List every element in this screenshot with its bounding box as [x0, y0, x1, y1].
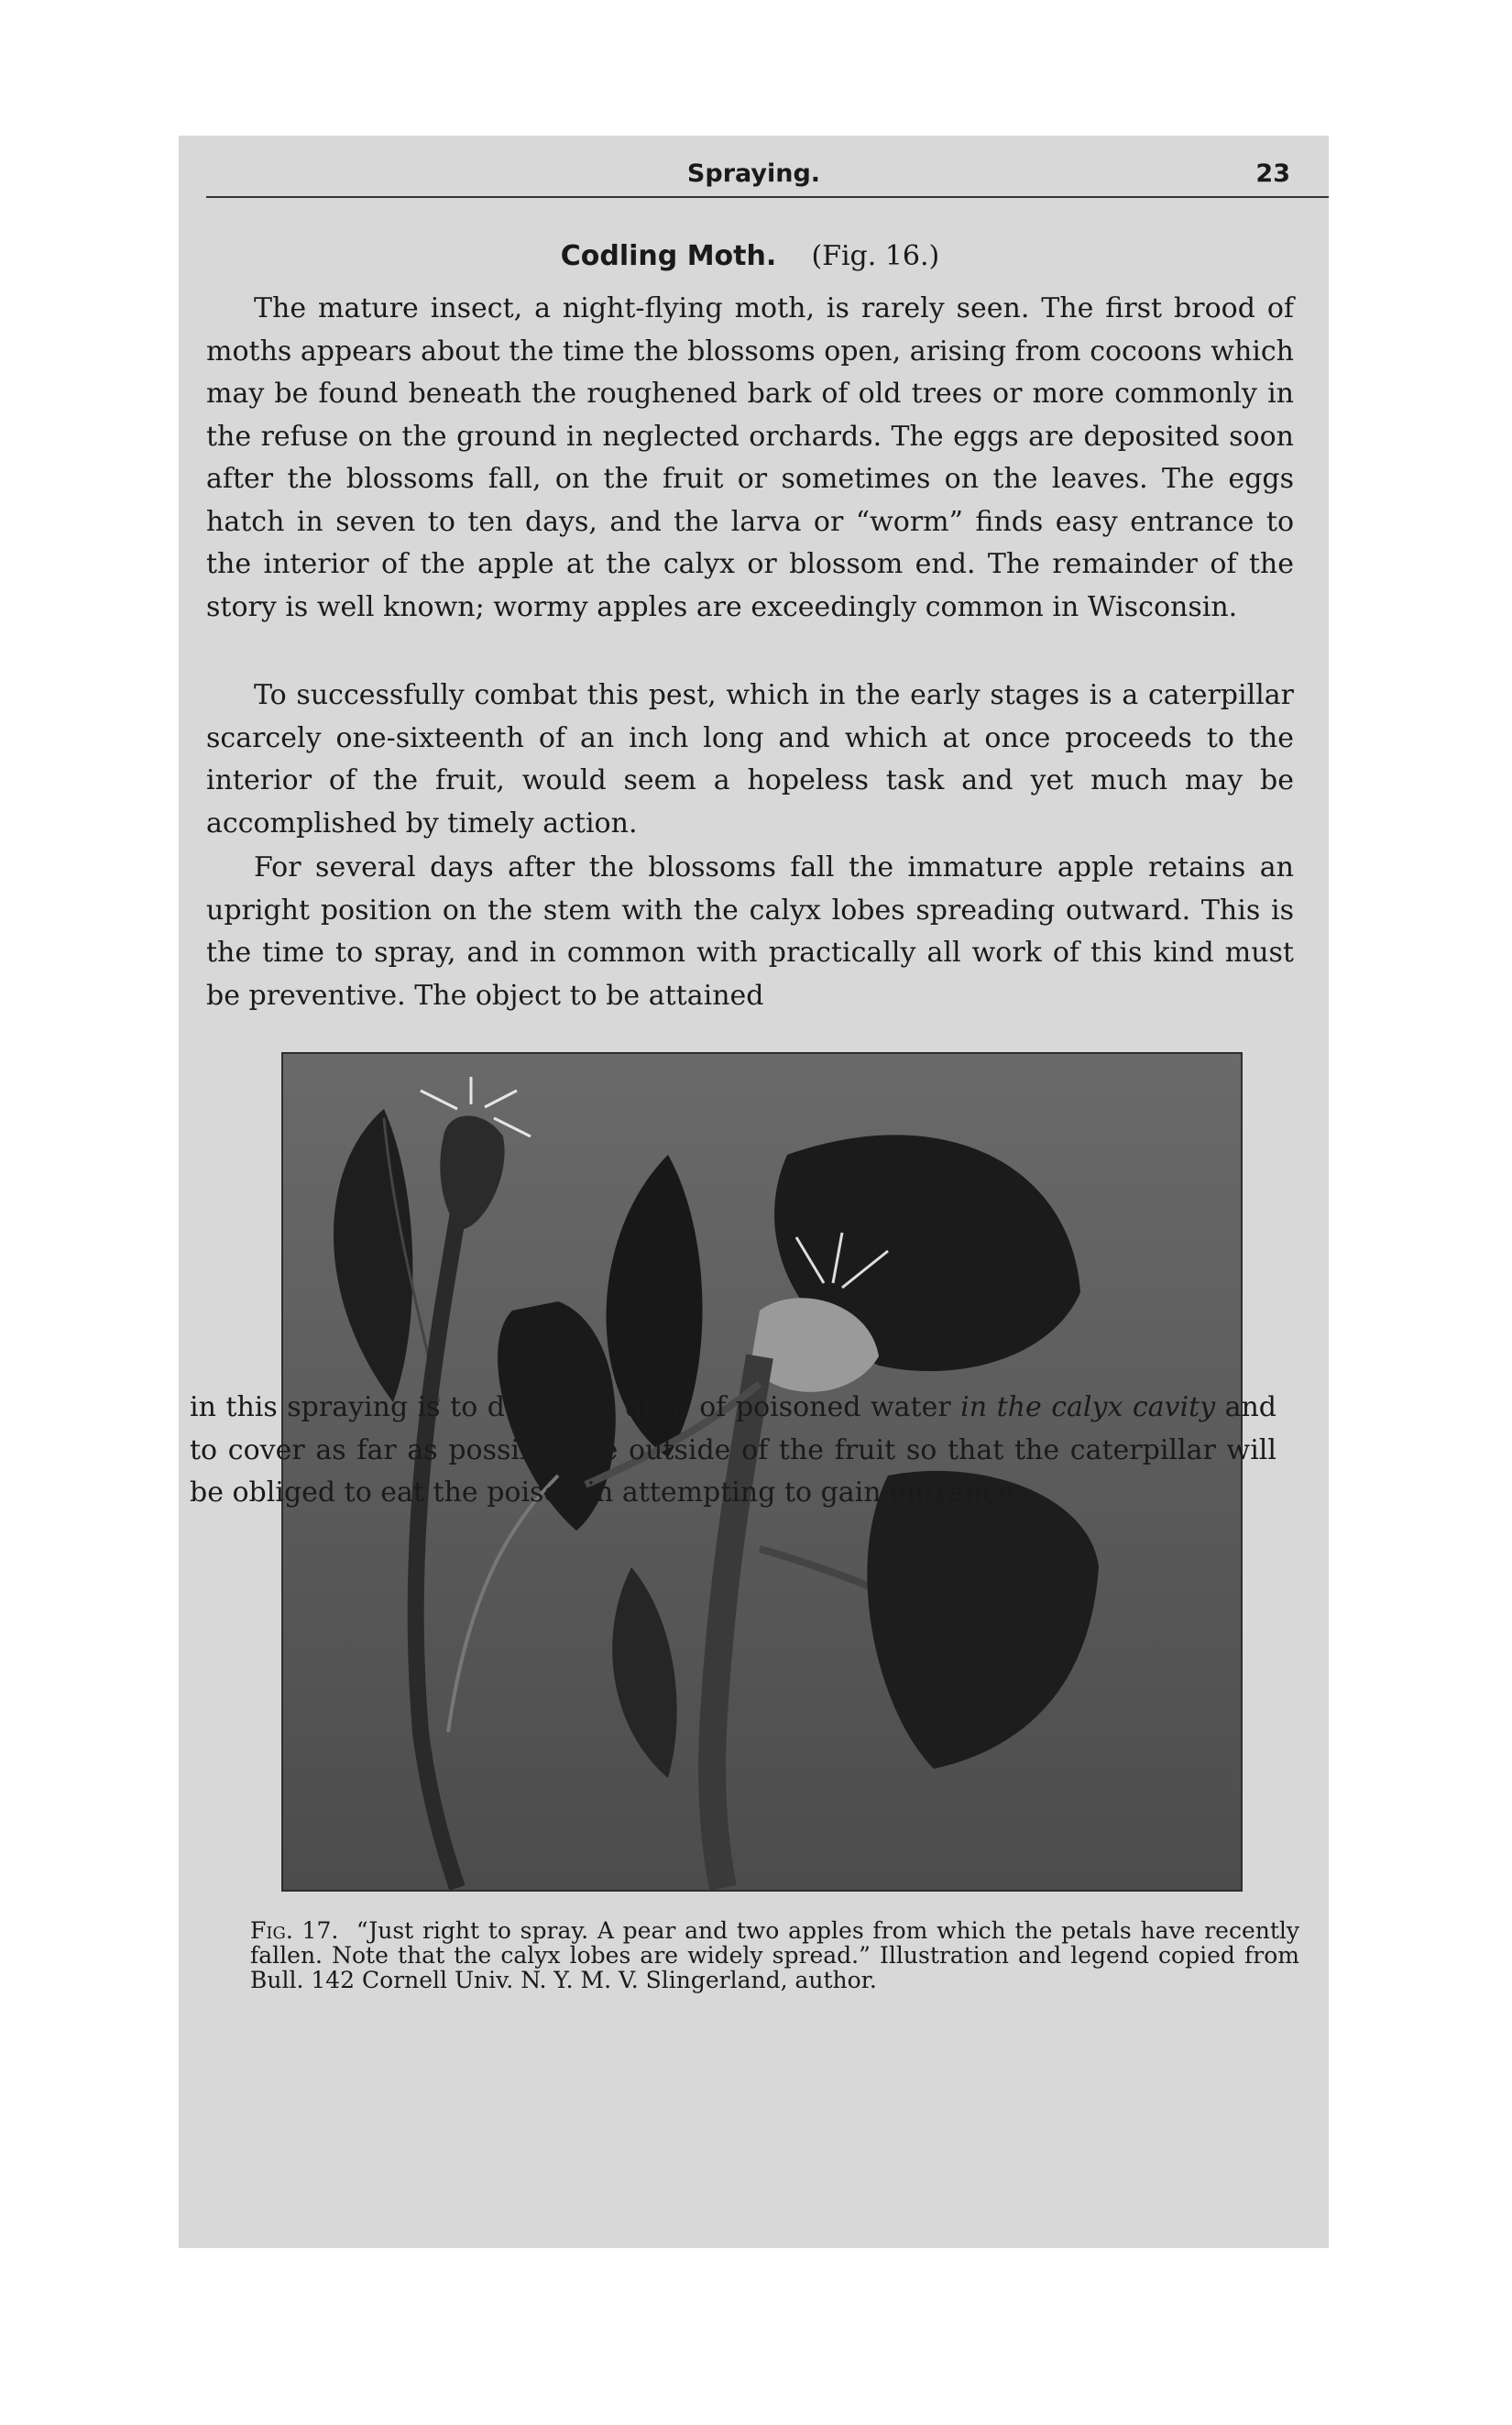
paragraph-4-emphasis: in the calyx cavity: [960, 1391, 1216, 1423]
paragraph-4-start: in this spraying is to deposit a drop of poisoned water: [190, 1391, 961, 1423]
page-header: [206, 152, 1301, 192]
figure-label: Fig. 17.: [250, 1917, 339, 1944]
section-title: Codling Moth.: [560, 240, 777, 272]
figure-caption: [250, 1918, 1299, 1992]
page-number: 23: [1255, 159, 1290, 188]
figure-caption-text: “Just right to spray. A pear and two apples from which the petals have recently fallen. Note that the calyx lobes are widely spread.” Illustration and legend copied from Bull. 142 Cornell Univ. N. Y. M. V. Slingerland, author.: [250, 1917, 1300, 1993]
paragraph-1: The mature insect, a night-flying moth, is rarely seen. The first brood of moths appears about the time the blossoms open, arising from cocoons which may be found beneath the roughened bark of old trees or more commonly in the refuse on the ground in neglected orchards. The eggs are deposited soon after the blossoms fall, on the fruit or sometimes on the leaves. The eggs hatch in seven to ten days, and the larva or “worm” finds easy entrance to the interior of the apple at the calyx or blossom end. The remainder of the story is well known; wormy apples are exceedingly common in Wisconsin.: [206, 292, 1294, 623]
header-rule: [206, 196, 1329, 198]
section-heading: [206, 240, 1294, 272]
running-head: Spraying.: [686, 159, 821, 188]
book-page: [179, 136, 1329, 2248]
section-figure-ref: (Fig. 16.): [811, 240, 940, 272]
paragraph-4: [190, 1387, 1276, 1515]
paragraph-2: To successfully combat this pest, which in the early stages is a caterpillar scarcely one-sixteenth of an inch long and which at once proceeds to the interior of the fruit, would seem a hopeless task and yet much may be accomplished by timely action.: [206, 679, 1294, 839]
paragraph-3: For several days after the blossoms fall the immature apple retains an upright position on the stem with the calyx lobes spreading outward. This is the time to spray, and in common with practically all work of this kind must be preventive. The object to be attained: [206, 851, 1294, 1012]
paragraph-4-end: and to cover as far as possible the outside of the fruit so that the caterpillar will be obliged to eat the poison in attempting to gain entrance.: [190, 1391, 1276, 1509]
